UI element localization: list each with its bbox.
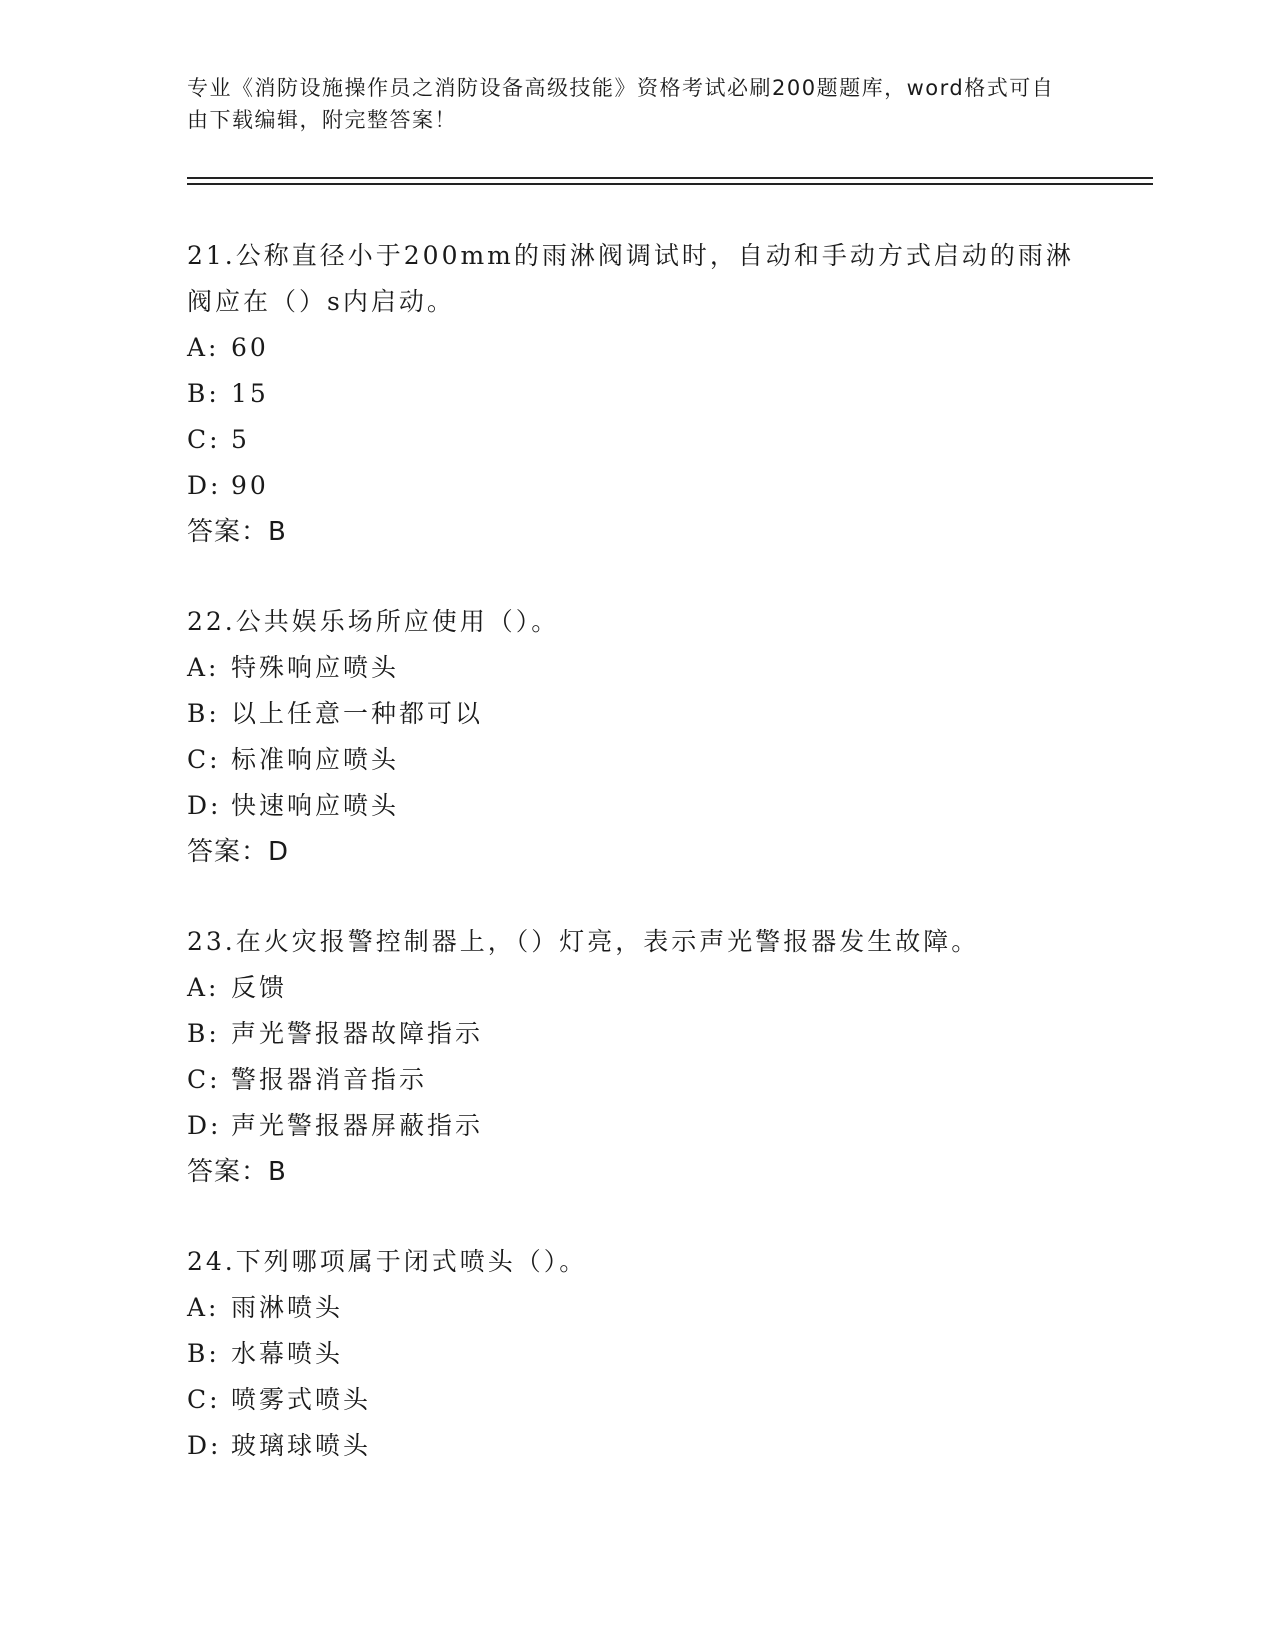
answer-label: 答案：D xyxy=(187,837,290,867)
option-text: 玻璃球喷头 xyxy=(231,1431,372,1460)
option-text: 标准响应喷头 xyxy=(231,745,400,774)
option-text: 喷雾式喷头 xyxy=(231,1385,372,1414)
option-key: C: xyxy=(187,425,221,454)
option-key: C: xyxy=(187,745,221,774)
question-stem: 21.公称直径小于200mm的雨淋阀调试时，自动和手动方式启动的雨淋阀应在（）s内启动。 xyxy=(187,241,1074,316)
option-key: C: xyxy=(187,1065,221,1094)
option-d xyxy=(187,1103,1087,1149)
option-key: B: xyxy=(187,699,220,728)
option-key: B: xyxy=(187,1019,220,1048)
option-text: 5 xyxy=(231,425,250,454)
option-text: 特殊响应喷头 xyxy=(231,653,400,682)
question-list xyxy=(187,233,1087,1513)
option-key: A: xyxy=(187,973,220,1002)
option-key: C: xyxy=(187,1385,221,1414)
option-c xyxy=(187,1057,1087,1103)
option-text: 90 xyxy=(231,471,269,500)
option-c xyxy=(187,417,1087,463)
option-c xyxy=(187,737,1087,783)
option-text: 60 xyxy=(231,333,269,362)
option-key: A: xyxy=(187,333,220,362)
option-key: D: xyxy=(187,791,222,820)
question-24 xyxy=(187,1239,1087,1469)
option-a xyxy=(187,965,1087,1011)
option-b xyxy=(187,1331,1087,1377)
answer-label: 答案：B xyxy=(187,517,287,547)
option-key: A: xyxy=(187,1293,220,1322)
document-header: 专业《消防设施操作员之消防设备高级技能》资格考试必刷200题题库，word格式可自由下载编辑，附完整答案！ xyxy=(187,76,1055,132)
header-divider-bottom xyxy=(187,183,1153,185)
question-23 xyxy=(187,919,1087,1195)
option-d xyxy=(187,463,1087,509)
option-text: 反馈 xyxy=(231,973,288,1002)
option-key: D: xyxy=(187,1111,222,1140)
option-text: 声光警报器故障指示 xyxy=(231,1019,484,1048)
option-key: A: xyxy=(187,653,220,682)
option-key: B: xyxy=(187,379,220,408)
option-text: 雨淋喷头 xyxy=(231,1293,344,1322)
option-text: 声光警报器屏蔽指示 xyxy=(231,1111,484,1140)
option-d xyxy=(187,783,1087,829)
question-stem: 23.在火灾报警控制器上，（）灯亮，表示声光警报器发生故障。 xyxy=(187,927,980,956)
option-text: 水幕喷头 xyxy=(231,1339,344,1368)
option-a xyxy=(187,325,1087,371)
question-stem: 22.公共娱乐场所应使用（）。 xyxy=(187,607,560,636)
option-key: D: xyxy=(187,1431,222,1460)
option-c xyxy=(187,1377,1087,1423)
question-21 xyxy=(187,233,1087,555)
option-a xyxy=(187,645,1087,691)
question-22 xyxy=(187,599,1087,875)
option-b xyxy=(187,691,1087,737)
option-d xyxy=(187,1423,1087,1469)
option-a xyxy=(187,1285,1087,1331)
option-key: B: xyxy=(187,1339,220,1368)
question-stem: 24.下列哪项属于闭式喷头（）。 xyxy=(187,1247,588,1276)
option-text: 快速响应喷头 xyxy=(231,791,400,820)
header-divider-top xyxy=(187,177,1153,179)
option-text: 警报器消音指示 xyxy=(231,1065,428,1094)
option-text: 15 xyxy=(231,379,269,408)
answer-label: 答案：B xyxy=(187,1157,287,1187)
option-text: 以上任意一种都可以 xyxy=(231,699,484,728)
option-b xyxy=(187,1011,1087,1057)
option-b xyxy=(187,371,1087,417)
option-key: D: xyxy=(187,471,222,500)
